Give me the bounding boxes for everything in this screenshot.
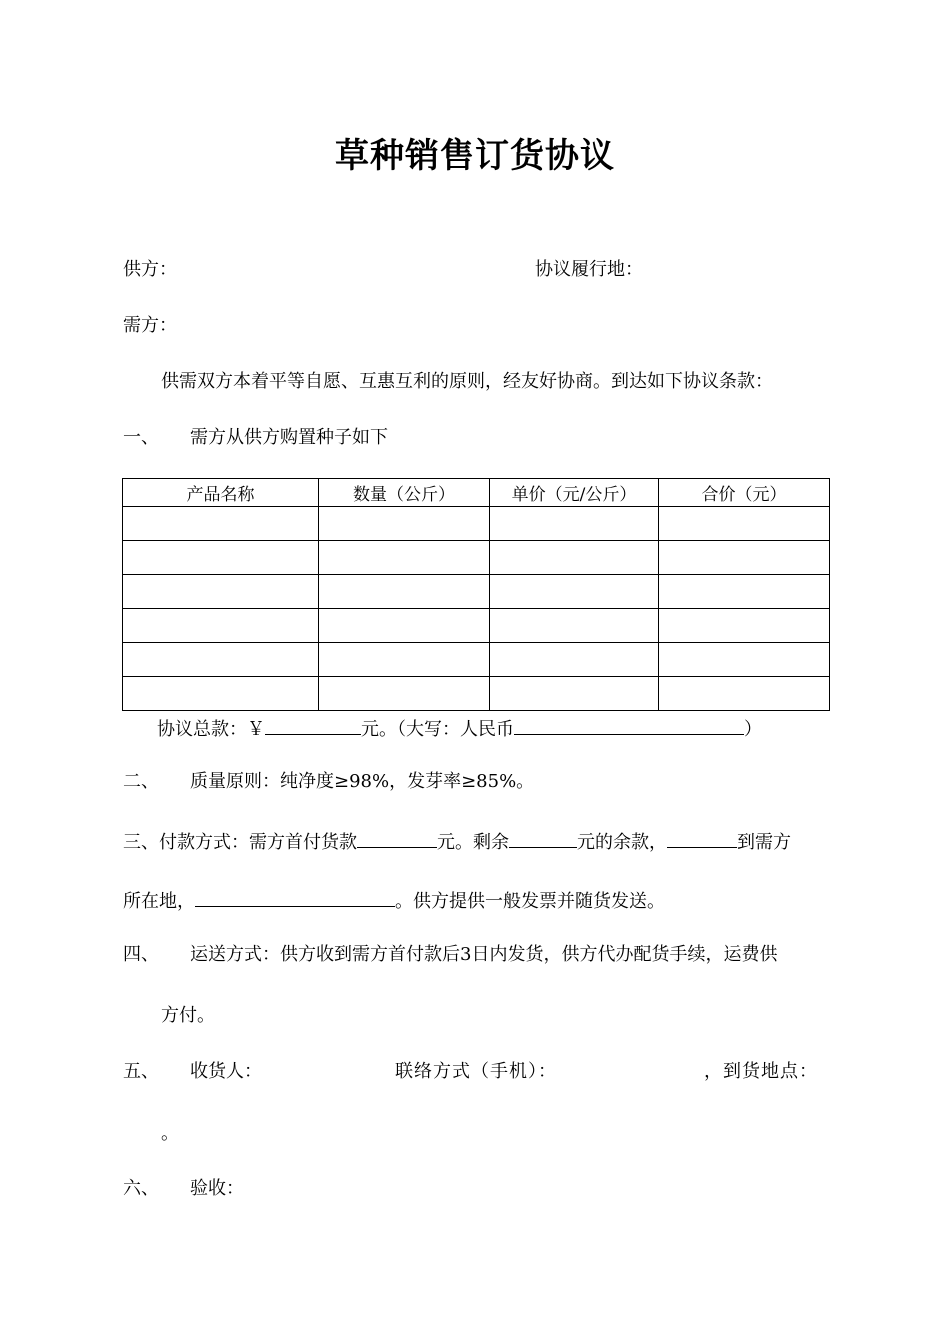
table-row <box>123 643 830 677</box>
receiver-label: 收货人： <box>190 1061 262 1082</box>
total-amount-blank[interactable] <box>265 716 361 735</box>
total-yuan-text: 元。（大写：人民币 <box>361 719 514 740</box>
table-cell <box>490 677 659 711</box>
header-product-name: 产品名称 <box>123 479 319 507</box>
section-1-text: 需方从供方购置种子如下 <box>190 427 388 448</box>
section-5-number: 五、 <box>123 1061 159 1082</box>
table-cell <box>659 643 830 677</box>
table-cell <box>123 541 319 575</box>
section-3-line-1 <box>123 829 791 855</box>
table-cell <box>319 643 490 677</box>
table-cell <box>659 507 830 541</box>
table-cell <box>319 677 490 711</box>
document-title: 草种销售订货协议 <box>335 136 615 176</box>
total-capital-blank[interactable] <box>514 716 744 735</box>
table-cell <box>123 507 319 541</box>
header-total-price: 合价（元） <box>659 479 830 507</box>
table-cell <box>659 541 830 575</box>
table-cell <box>490 575 659 609</box>
table-cell <box>123 643 319 677</box>
table-row <box>123 609 830 643</box>
table-cell <box>490 507 659 541</box>
table-cell <box>659 575 830 609</box>
section-4-number: 四、 <box>123 944 159 965</box>
total-amount-line <box>157 716 762 742</box>
order-table <box>122 478 830 711</box>
section-3-balance: 元的余款， <box>577 832 667 853</box>
table-cell <box>319 541 490 575</box>
delivery-address-label: ，到货地点： <box>704 1061 818 1082</box>
table-cell <box>123 609 319 643</box>
place-label: 协议履行地： <box>535 259 643 280</box>
table-cell <box>659 609 830 643</box>
table-cell <box>123 677 319 711</box>
table-row <box>123 677 830 711</box>
section-1-number: 一、 <box>123 427 159 448</box>
section-3-to-buyer: 到需方 <box>737 832 791 853</box>
remaining-amount-blank[interactable] <box>509 829 577 848</box>
table-cell <box>123 575 319 609</box>
table-row <box>123 507 830 541</box>
location-blank[interactable] <box>195 888 395 907</box>
section-4-line-1: 运送方式：供方收到需方首付款后3日内发货，供方代办配货手续，运费供 <box>190 944 778 965</box>
table-cell <box>319 507 490 541</box>
header-unit-price: 单价（元/公斤） <box>490 479 659 507</box>
buyer-label: 需方： <box>123 315 177 336</box>
table-cell <box>319 609 490 643</box>
down-payment-blank[interactable] <box>357 829 437 848</box>
table-cell <box>490 609 659 643</box>
table-cell <box>659 677 830 711</box>
table-row <box>123 575 830 609</box>
table-header-row <box>123 479 830 507</box>
delivery-date-blank[interactable] <box>667 829 737 848</box>
section-6-number: 六、 <box>123 1178 159 1199</box>
section-3-invoice-text: 。供方提供一般发票并随货发送。 <box>395 891 665 912</box>
contact-label: 联络方式（手机）： <box>395 1061 557 1082</box>
intro-paragraph: 供需双方本着平等自愿、互惠互利的原则，经友好协商。到达如下协议条款： <box>161 371 773 392</box>
table-cell <box>319 575 490 609</box>
total-close-paren: ） <box>744 719 762 740</box>
section-3-location-prefix: 所在地， <box>123 891 195 912</box>
table-row <box>123 541 830 575</box>
section-3-line-2 <box>123 888 665 914</box>
header-quantity: 数量（公斤） <box>319 479 490 507</box>
section-2-text: 质量原则：纯净度≥98%，发芽率≥85%。 <box>190 771 535 792</box>
section-6-text: 验收： <box>190 1178 244 1199</box>
section-5-end: 。 <box>161 1123 179 1144</box>
total-label: 协议总款：￥ <box>157 719 265 740</box>
section-2-number: 二、 <box>123 771 159 792</box>
table-cell <box>490 643 659 677</box>
table-cell <box>490 541 659 575</box>
supplier-label: 供方： <box>123 259 177 280</box>
section-3-prefix: 三、付款方式：需方首付货款 <box>123 832 357 853</box>
section-4-line-2: 方付。 <box>161 1005 215 1026</box>
section-3-remaining: 元。剩余 <box>437 832 509 853</box>
